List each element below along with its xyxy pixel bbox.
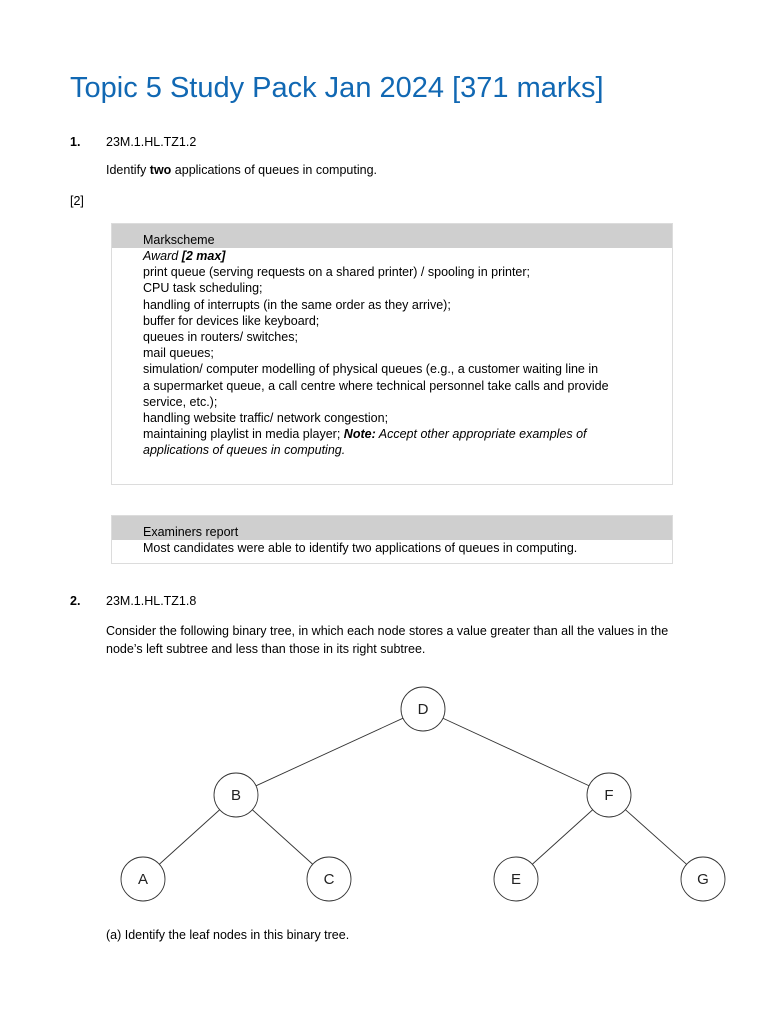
page-title: Topic 5 Study Pack Jan 2024 [371 marks] — [70, 72, 604, 104]
tree-edge-d-f — [443, 718, 589, 786]
tree-edge-b-a — [159, 810, 219, 865]
question-1-prompt: Identify two applications of queues in computing. — [106, 163, 378, 177]
question-1-marks: [2] — [70, 194, 84, 208]
tree-edge-b-c — [252, 810, 312, 865]
tree-edge-f-g — [625, 810, 686, 865]
question-1-code: 23M.1.HL.TZ1.2 — [106, 135, 197, 149]
tree-node-label-b: B — [230, 787, 242, 804]
markscheme-line: handling of interrupts (in the same order as they arrive); — [143, 297, 451, 312]
tree-node-label-f: F — [604, 787, 614, 804]
markscheme-line: CPU task scheduling; — [143, 281, 263, 296]
examiners-report-heading: Examiners report — [112, 516, 672, 540]
markscheme-line: queues in routers/ switches; — [143, 330, 298, 345]
tree-edge-d-b — [256, 718, 403, 786]
markscheme-award: Award [2 max] — [143, 249, 226, 263]
markscheme-line: mail queues; — [143, 346, 214, 361]
question-1-number: 1. — [70, 135, 81, 149]
examiners-report-text: Most candidates were able to identify two applications of queues in computing. — [143, 541, 578, 555]
question-2-code: 23M.1.HL.TZ1.8 — [106, 594, 197, 608]
question-2-number: 2. — [70, 594, 81, 608]
tree-node-label-d: D — [417, 701, 429, 718]
markscheme-line: a supermarket queue, a call centre where technical personnel take calls and provide service, etc.); — [143, 378, 609, 409]
tree-node-label-e: E — [510, 871, 522, 888]
markscheme-line: print queue (serving requests on a shared printer) / spooling in printer; — [143, 265, 531, 280]
markscheme-line: buffer for devices like keyboard; — [143, 313, 320, 328]
tree-edge-f-e — [532, 810, 592, 865]
question-2-prompt: Consider the following binary tree, in which each node stores a value greater than all the values in the node’s left subtree and less than those in its right subtree. — [106, 624, 669, 656]
question-2-part-a: (a) Identify the leaf nodes in this binary tree. — [106, 928, 350, 942]
tree-node-label-a: A — [137, 871, 149, 888]
tree-node-label-c: C — [323, 871, 335, 888]
markscheme-line: handling website traffic/ network congestion; — [143, 411, 389, 426]
markscheme-last-line: maintaining playlist in media player; Note: Accept other appropriate examples of applications of queues in computing. — [143, 427, 587, 458]
tree-node-label-g: G — [697, 871, 709, 888]
markscheme-line: simulation/ computer modelling of physical queues (e.g., a customer waiting line in — [143, 362, 599, 377]
markscheme-heading: Markscheme — [112, 224, 672, 248]
